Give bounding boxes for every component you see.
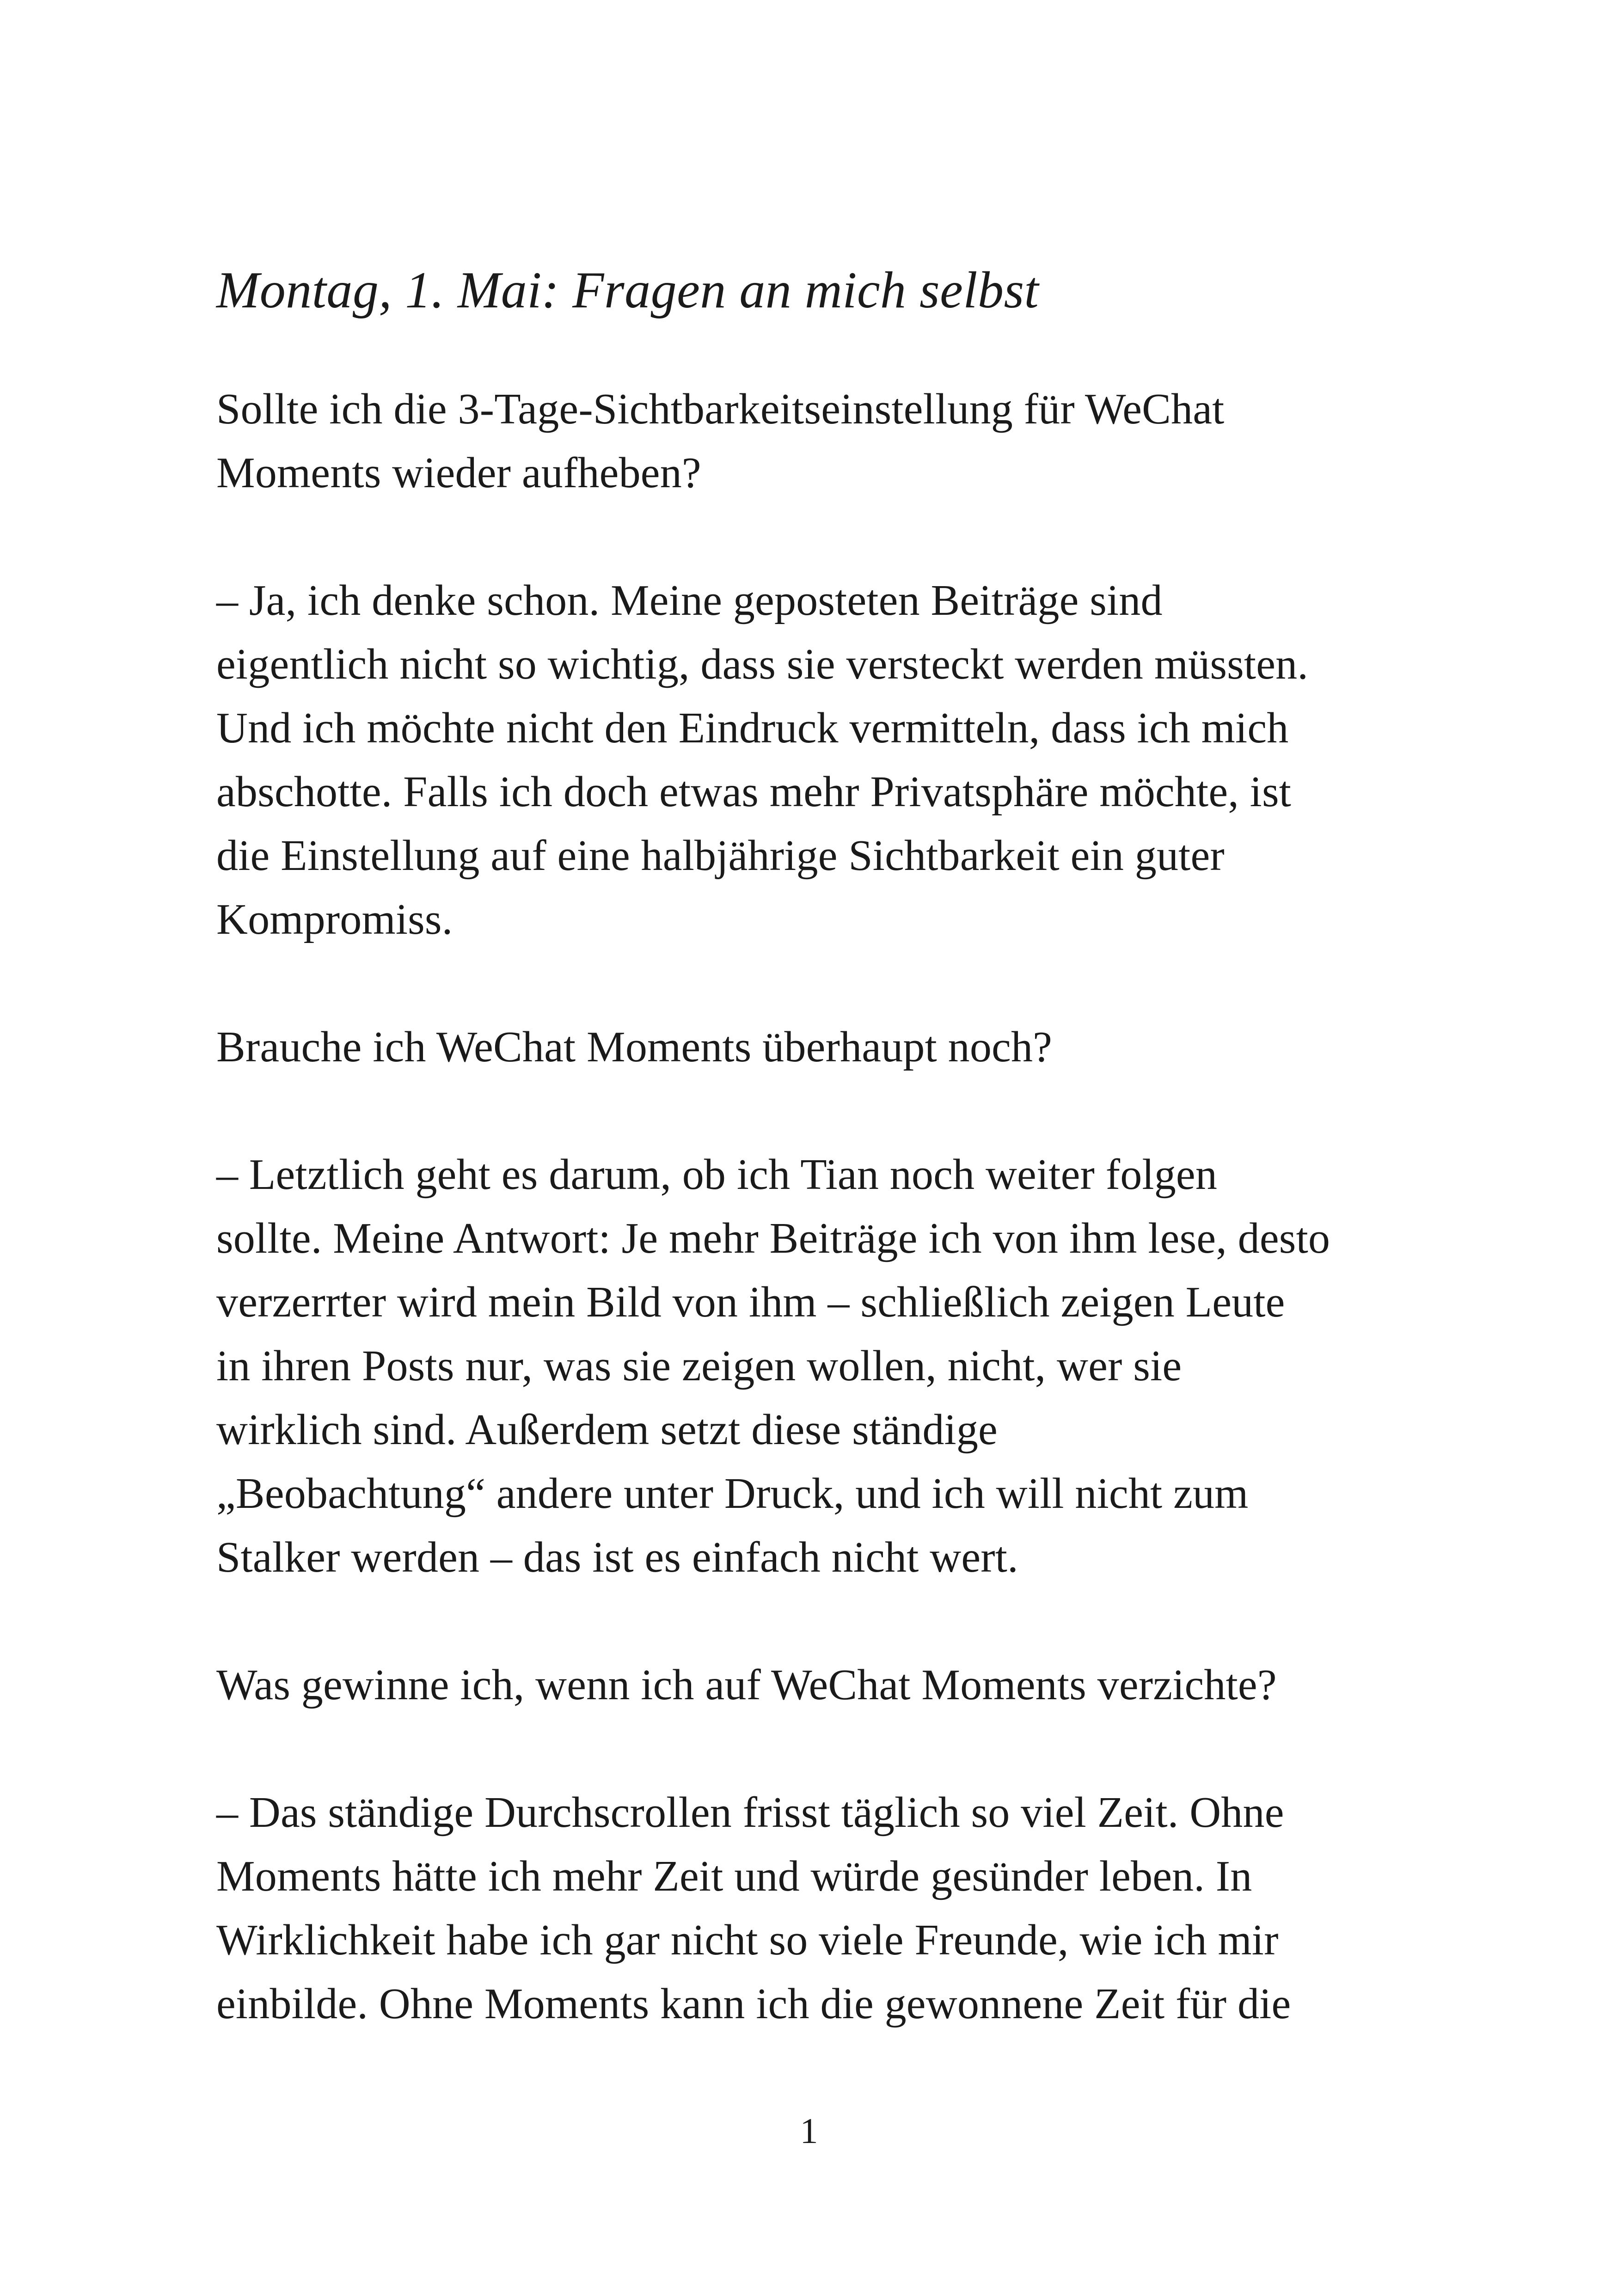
spacer — [216, 951, 1465, 1015]
answer-3: – Das ständige Durchscrollen frisst täglich so viel Zeit. Ohne Moments hätte ich mehr Zeit und würde gesünder leben. In Wirklichkeit habe ich gar nicht so viele Freunde, wie ich mir einbilde. Ohne Moments kann ich die gewonnene Zeit für die — [216, 1788, 1291, 2028]
answer-2: – Letztlich geht es darum, ob ich Tian noch weiter folgen sollte. Meine Antwort: Je mehr Beiträge ich von ihm lese, desto verzerrter wird mein Bild von ihm – schließlich zeigen Leute in ihren Posts nur, was sie zeigen wollen, nicht, wer sie wirklich sind. Außerdem setzt diese ständige „Beobachtung“ andere unter Druck, und ich will nicht zum Stalker werden – das ist es einfach nicht wert. — [216, 1151, 1330, 1581]
document-body — [216, 259, 1465, 2036]
page-number: 1 — [800, 2111, 818, 2151]
spacer — [216, 1717, 1465, 1781]
answer-1: – Ja, ich denke schon. Meine geposteten Beiträge sind eigentlich nicht so wichtig, dass sie versteckt werden müssten. Und ich möchte nicht den Eindruck vermitteln, dass ich mich abschotte. Falls ich doch etwas mehr Privatsphäre möchte, ist die Einstellung auf eine halbjährige Sichtbarkeit ein guter Kompromiss. — [216, 576, 1309, 943]
page-title: Montag, 1. Mai: Fragen an mich selbst — [216, 262, 1039, 319]
question-1: Sollte ich die 3-Tage-Sichtbarkeitseinstellung für WeChat Moments wieder aufheben? — [216, 385, 1225, 497]
spacer — [216, 1589, 1465, 1653]
spacer — [216, 322, 1465, 377]
question-2: Brauche ich WeChat Moments überhaupt noch? — [216, 1023, 1053, 1071]
spacer — [216, 505, 1465, 569]
question-3: Was gewinne ich, wenn ich auf WeChat Moments verzichte? — [216, 1661, 1277, 1709]
spacer — [216, 1079, 1465, 1143]
